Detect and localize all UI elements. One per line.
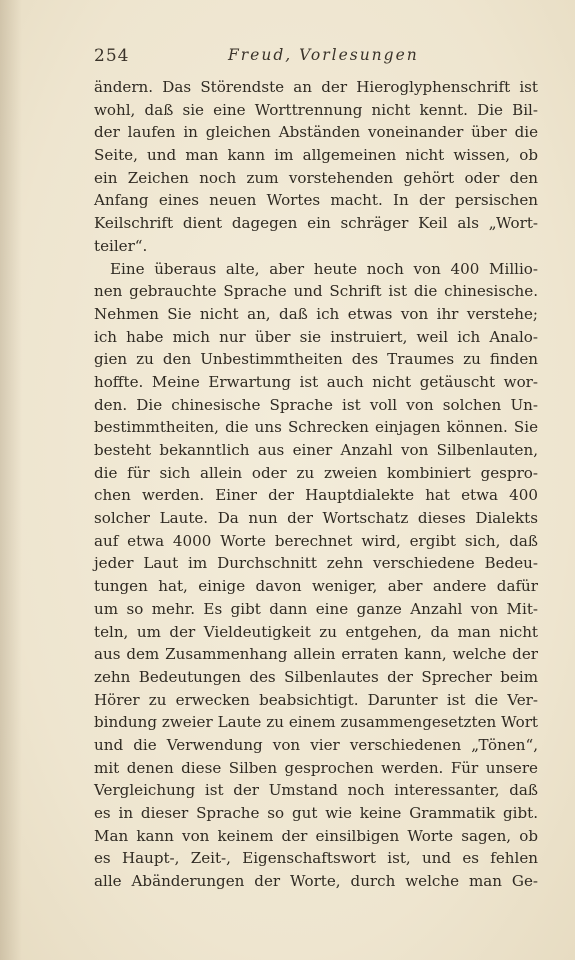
text-line: Vergleichung ist der Umstand noch interessanter, daß: [94, 781, 538, 800]
text-line: mit denen diese Silben gesprochen werden. Für unsere: [94, 758, 538, 777]
text-line: besteht bekanntlich aus einer Anzahl von Silbenlauten,: [94, 441, 538, 459]
text-line: chen werden. Einer der Hauptdialekte hat etwa 400: [94, 486, 538, 505]
text-line: die für sich allein oder zu zweien kombiniert gespro-: [94, 463, 538, 482]
text-line: der laufen in gleichen Abständen voneinander über die: [94, 123, 538, 142]
text-line: auf etwa 4000 Worte berechnet wird, ergibt sich, daß: [94, 531, 538, 550]
text-line: Anfang eines neuen Wortes macht. In der persischen: [94, 191, 538, 210]
text-line: ich habe mich nur über sie instruiert, weil ich Analo-: [94, 327, 538, 346]
text-line: es Haupt-, Zeit-, Eigenschaftswort ist, und es fehlen: [94, 849, 538, 868]
body-text: [94, 76, 538, 893]
text-line: wohl, daß sie eine Worttrennung nicht kennt. Die Bil-: [94, 100, 538, 119]
text-line: bestimmtheiten, die uns Schrecken einjagen können. Sie: [94, 418, 538, 437]
text-line: gien zu den Unbestimmtheiten des Traumes zu finden: [94, 350, 538, 369]
text-line: teiler“.: [94, 236, 148, 255]
text-line: hoffte. Meine Erwartung ist auch nicht getäuscht wor-: [94, 372, 538, 391]
text-line: Nehmen Sie nicht an, daß ich etwas von ihr verstehe;: [94, 304, 538, 323]
text-line: tungen hat, einige davon weniger, aber andere dafür: [94, 577, 538, 596]
text-line: nen gebrauchte Sprache und Schrift ist die chinesische.: [94, 282, 538, 301]
text-line: es in dieser Sprache so gut wie keine Grammatik gibt.: [94, 804, 538, 822]
text-line: zehn Bedeutungen des Silbenlautes der Sprecher beim: [94, 667, 538, 686]
text-line: jeder Laut im Durchschnitt zehn verschiedene Bedeu-: [94, 554, 538, 573]
text-line: solcher Laute. Da nun der Wortschatz dieses Dialekts: [94, 509, 538, 528]
text-line: aus dem Zusammenhang allein erraten kann, welche der: [94, 645, 538, 664]
running-head: Freud, Vorlesungen: [228, 46, 419, 64]
text-line: um so mehr. Es gibt dann eine ganze Anzahl von Mit-: [94, 599, 538, 618]
text-line: den. Die chinesische Sprache ist voll von solchen Un-: [94, 395, 538, 414]
text-line: Man kann von keinem der einsilbigen Worte sagen, ob: [94, 826, 538, 845]
text-line: und die Verwendung von vier verschiedenen „Tönen“,: [94, 735, 538, 754]
text-line: Eine überaus alte, aber heute noch von 400 Millio-: [110, 259, 538, 278]
text-line: ein Zeichen noch zum vorstehenden gehört oder den: [94, 168, 538, 187]
text-line: teln, um der Vieldeutigkeit zu entgehen, da man nicht: [94, 622, 538, 641]
page-number: 254: [94, 46, 130, 66]
text-line: Seite, und man kann im allgemeinen nicht wissen, ob: [94, 146, 538, 165]
text-line: Hörer zu erwecken beabsichtigt. Darunter ist die Ver-: [94, 690, 538, 709]
spine-shadow: [0, 0, 22, 960]
text-line: Keilschrift dient dagegen ein schräger Keil als „Wort-: [94, 214, 538, 233]
page-header: [94, 46, 534, 70]
text-line: alle Abänderungen der Worte, durch welche man Ge-: [94, 872, 538, 891]
text-line: bindung zweier Laute zu einem zusammengesetzten Wort: [94, 713, 538, 732]
text-line: ändern. Das Störendste an der Hieroglyphenschrift ist: [94, 78, 538, 96]
